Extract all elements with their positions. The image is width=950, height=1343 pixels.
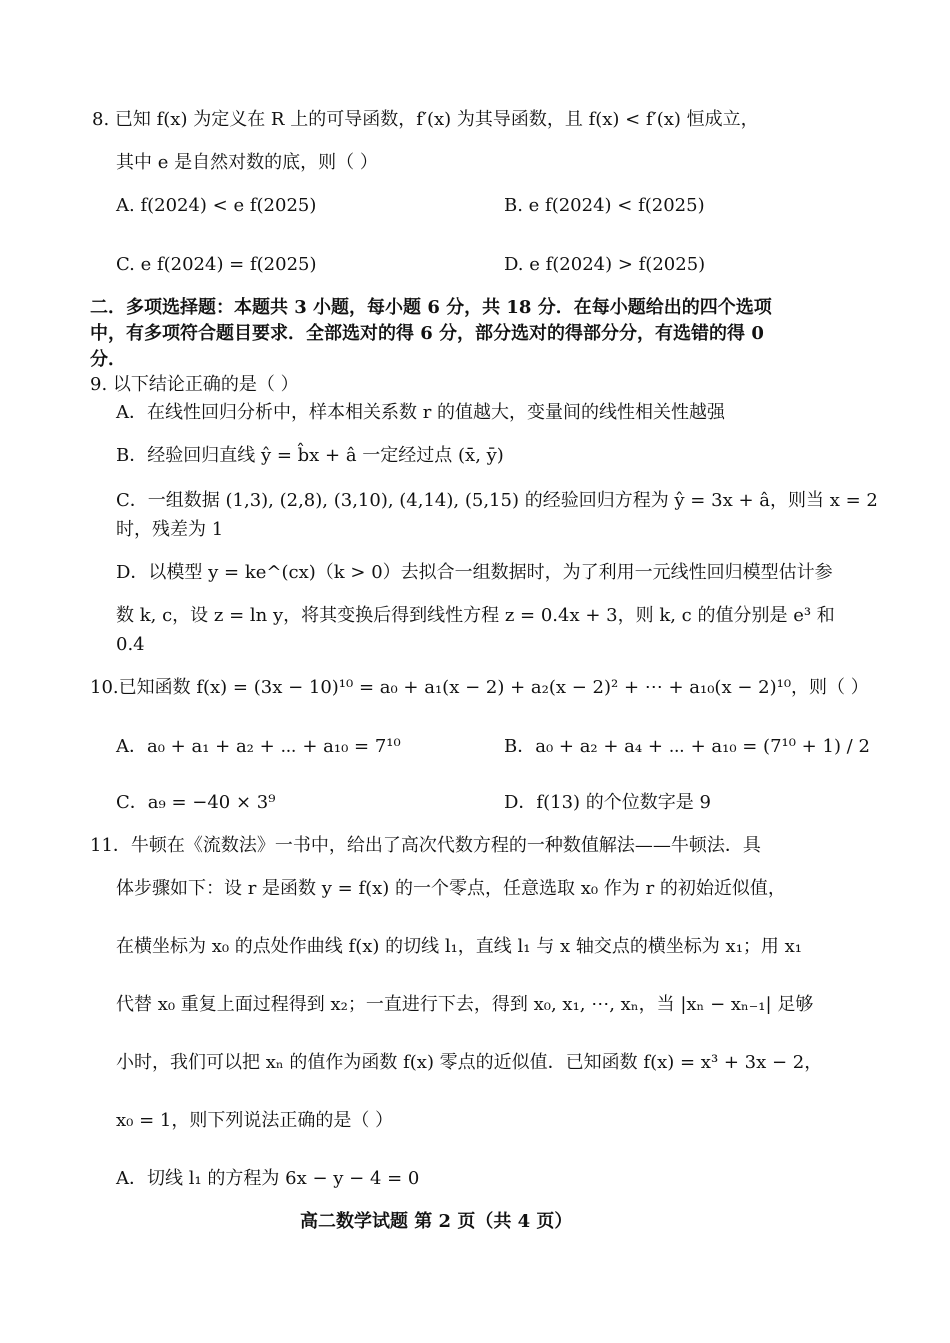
q10-option-a: A．a₀ + a₁ + a₂ + ⋯ + a₁₀ = 7¹⁰ xyxy=(116,736,401,757)
q9-option-d-line2: 数 k, c，设 z = ln y，将其变换后得到线性方程 z = 0.4x + 3，则 k, c 的值分别是 e³ 和 xyxy=(116,605,835,626)
section2-heading-line2: 中，有多项符合题目要求．全部选对的得 6 分，部分选对的得部分分，有选错的得 0 xyxy=(90,323,764,344)
q8-option-d: D. e f(2024) > f(2025) xyxy=(504,254,706,275)
q11-stem-line1: 11．牛顿在《流数法》一书中，给出了高次代数方程的一种数值解法——牛顿法．具 xyxy=(90,835,761,856)
q11-stem-line4: 代替 x₀ 重复上面过程得到 x₂；一直进行下去，得到 x₀, x₁, ⋯, xₙ，当 |xₙ − xₙ₋₁| 足够 xyxy=(116,994,814,1015)
q11-stem-line2: 体步骤如下：设 r 是函数 y = f(x) 的一个零点，任意选取 x₀ 作为 r 的初始近似值， xyxy=(116,878,786,899)
q10-option-d: D．f(13) 的个位数字是 9 xyxy=(504,792,711,813)
q10-option-c: C．a₉ = −40 × 3⁹ xyxy=(116,792,276,813)
q10-option-b: B．a₀ + a₂ + a₄ + ⋯ + a₁₀ = (7¹⁰ + 1) / 2 xyxy=(504,736,870,757)
q11-stem-line3: 在横坐标为 x₀ 的点处作曲线 f(x) 的切线 l₁，直线 l₁ 与 x 轴交点的横坐标为 x₁；用 x₁ xyxy=(116,936,802,957)
q8-stem-line2: 其中 e 是自然对数的底，则（ ） xyxy=(116,152,378,173)
section2-heading-line3: 分． xyxy=(90,349,126,370)
q11-stem-line6: x₀ = 1，则下列说法正确的是（ ） xyxy=(116,1110,394,1131)
q8-option-c: C. e f(2024) = f(2025) xyxy=(116,254,317,275)
q9-option-a: A．在线性回归分析中，样本相关系数 r 的值越大，变量间的线性相关性越强 xyxy=(116,402,726,423)
q8-option-a: A. f(2024) < e f(2025) xyxy=(116,195,317,216)
section2-heading-line1: 二．多项选择题：本题共 3 小题，每小题 6 分，共 18 分．在每小题给出的四个选项 xyxy=(90,297,772,318)
q9-option-c-line2: 时，残差为 1 xyxy=(116,519,224,540)
q11-stem-line5: 小时，我们可以把 xₙ 的值作为函数 f(x) 零点的近似值．已知函数 f(x) = x³ + 3x − 2， xyxy=(116,1052,823,1073)
q9-option-d-line1: D．以模型 y = ke^(cx)（k > 0）去拟合一组数据时，为了利用一元线性回归模型估计参 xyxy=(116,562,833,583)
page-footer: 高二数学试题 第 2 页（共 4 页） xyxy=(300,1211,573,1232)
q9-option-b: B．经验回归直线 ŷ = b̂x + â 一定经过点 (x̄, ȳ) xyxy=(116,445,504,466)
q10-stem: 10.已知函数 f(x) = (3x − 10)¹⁰ = a₀ + a₁(x − 2) + a₂(x − 2)² + ⋯ + a₁₀(x − 2)¹⁰，则（ ） xyxy=(90,677,869,698)
q8-stem-line1: 8. 已知 f(x) 为定义在 R 上的可导函数，f′(x) 为其导函数，且 f(x) < f′(x) 恒成立， xyxy=(92,109,759,130)
q11-option-a: A．切线 l₁ 的方程为 6x − y − 4 = 0 xyxy=(116,1168,420,1189)
q9-option-c-line1: C．一组数据 (1,3), (2,8), (3,10), (4,14), (5,15) 的经验回归方程为 ŷ = 3x + â，则当 x = 2 xyxy=(116,490,878,511)
q9-option-d-line3: 0.4 xyxy=(116,634,145,655)
q8-option-b: B. e f(2024) < f(2025) xyxy=(504,195,705,216)
q9-stem: 9. 以下结论正确的是（ ） xyxy=(90,374,299,395)
